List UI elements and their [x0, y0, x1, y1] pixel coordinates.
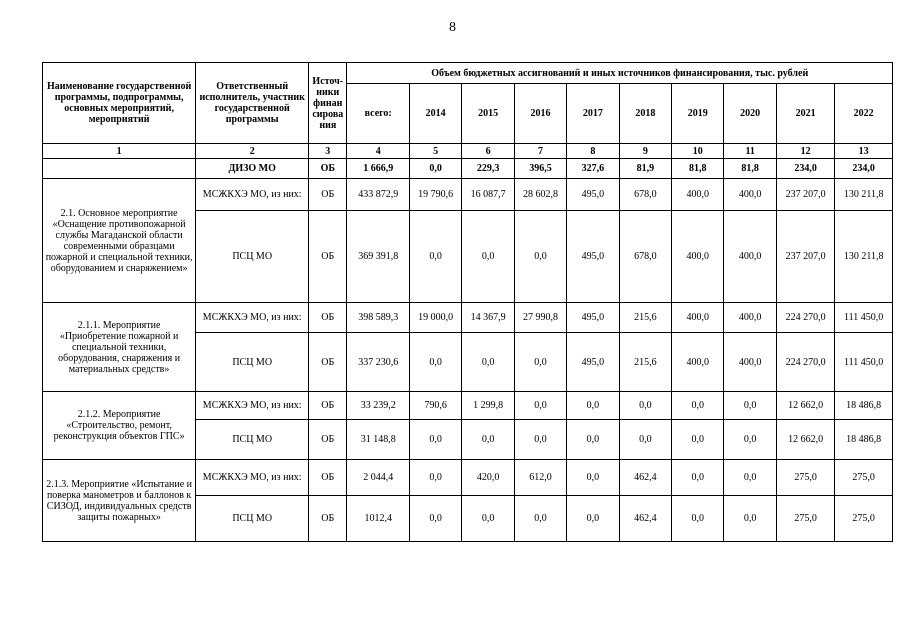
- column-number: 6: [462, 144, 514, 159]
- value-cell: 0,0: [567, 496, 619, 542]
- program-name: 2.1.3. Мероприятие «Испытание и поверка манометров и баллонов к СИЗОД, индивидуальных средств защиты пожарных»: [43, 460, 196, 542]
- value-cell: 0,0: [567, 460, 619, 496]
- value-cell: 275,0: [776, 496, 834, 542]
- value-cell: 400,0: [672, 303, 724, 333]
- column-number: 3: [309, 144, 347, 159]
- table-row: [43, 179, 893, 211]
- source-cell: ОБ: [309, 179, 347, 211]
- value-cell: 275,0: [776, 460, 834, 496]
- page-number: 8: [449, 20, 456, 35]
- value-cell: 111 450,0: [835, 333, 893, 392]
- value-cell: 0,0: [672, 420, 724, 460]
- value-cell: 2 044,4: [347, 460, 410, 496]
- value-cell: 462,4: [619, 496, 671, 542]
- header-year: 2019: [672, 84, 724, 144]
- source-cell: ОБ: [309, 211, 347, 303]
- value-cell: 111 450,0: [835, 303, 893, 333]
- value-cell: 0,0: [462, 333, 514, 392]
- value-cell: 0,0: [409, 460, 461, 496]
- responsible-cell: МСЖКХЭ МО, из них:: [196, 179, 309, 211]
- responsible-cell: ПСЦ МО: [196, 333, 309, 392]
- value-cell: 0,0: [514, 496, 566, 542]
- value-cell: 0,0: [619, 420, 671, 460]
- value-cell: 0,0: [724, 392, 776, 420]
- value-cell: 31 148,8: [347, 420, 410, 460]
- header-name: Наименование государственной программы, подпрограммы, основных мероприятий, мероприятий: [43, 63, 196, 144]
- column-number: 11: [724, 144, 776, 159]
- value-cell: 400,0: [724, 303, 776, 333]
- summary-value: 1 666,9: [347, 159, 410, 179]
- summary-source: ОБ: [309, 159, 347, 179]
- value-cell: 462,4: [619, 460, 671, 496]
- value-cell: 678,0: [619, 179, 671, 211]
- value-cell: 0,0: [462, 420, 514, 460]
- source-cell: ОБ: [309, 303, 347, 333]
- header-year: 2020: [724, 84, 776, 144]
- summary-responsible: ДИЗО МО: [196, 159, 309, 179]
- value-cell: 0,0: [409, 211, 461, 303]
- value-cell: 19 000,0: [409, 303, 461, 333]
- program-name: 2.1.1. Мероприятие «Приобретение пожарной и специальной техники, оборудования, снаряжения и материальных средств»: [43, 303, 196, 392]
- header-volume: Объем бюджетных ассигнований и иных источников финансирования, тыс. рублей: [347, 63, 893, 84]
- header-year: 2015: [462, 84, 514, 144]
- table-row: [43, 303, 893, 333]
- value-cell: 224 270,0: [776, 303, 834, 333]
- summary-row: [43, 159, 893, 179]
- summary-value: 81,8: [724, 159, 776, 179]
- source-cell: ОБ: [309, 496, 347, 542]
- value-cell: 0,0: [567, 420, 619, 460]
- budget-table: [42, 62, 893, 542]
- summary-value: 81,8: [672, 159, 724, 179]
- column-number: 10: [672, 144, 724, 159]
- column-number: 9: [619, 144, 671, 159]
- value-cell: 12 662,0: [776, 420, 834, 460]
- source-cell: ОБ: [309, 392, 347, 420]
- value-cell: 0,0: [462, 496, 514, 542]
- source-cell: ОБ: [309, 420, 347, 460]
- table-row: [43, 460, 893, 496]
- summary-value: 0,0: [409, 159, 461, 179]
- header-year: 2018: [619, 84, 671, 144]
- value-cell: 0,0: [514, 392, 566, 420]
- header-responsible: Ответственный исполнитель, участник государственной программы: [196, 63, 309, 144]
- column-number: 7: [514, 144, 566, 159]
- value-cell: 14 367,9: [462, 303, 514, 333]
- value-cell: 337 230,6: [347, 333, 410, 392]
- value-cell: 0,0: [672, 392, 724, 420]
- value-cell: 19 790,6: [409, 179, 461, 211]
- value-cell: 495,0: [567, 179, 619, 211]
- value-cell: 0,0: [409, 496, 461, 542]
- summary-value: 234,0: [835, 159, 893, 179]
- value-cell: 224 270,0: [776, 333, 834, 392]
- value-cell: 0,0: [567, 392, 619, 420]
- summary-name-cell: [43, 159, 196, 179]
- value-cell: 0,0: [724, 496, 776, 542]
- summary-value: 81,9: [619, 159, 671, 179]
- column-number: 2: [196, 144, 309, 159]
- column-number: 12: [776, 144, 834, 159]
- value-cell: 237 207,0: [776, 179, 834, 211]
- column-number: 8: [567, 144, 619, 159]
- value-cell: 0,0: [514, 211, 566, 303]
- header-year: 2022: [835, 84, 893, 144]
- value-cell: 0,0: [672, 460, 724, 496]
- value-cell: 433 872,9: [347, 179, 410, 211]
- value-cell: 275,0: [835, 460, 893, 496]
- value-cell: 398 589,3: [347, 303, 410, 333]
- value-cell: 400,0: [724, 211, 776, 303]
- value-cell: 16 087,7: [462, 179, 514, 211]
- summary-value: 229,3: [462, 159, 514, 179]
- value-cell: 0,0: [724, 460, 776, 496]
- value-cell: 0,0: [514, 333, 566, 392]
- value-cell: 420,0: [462, 460, 514, 496]
- value-cell: 33 239,2: [347, 392, 410, 420]
- value-cell: 275,0: [835, 496, 893, 542]
- responsible-cell: МСЖКХЭ МО, из них:: [196, 460, 309, 496]
- header-source: Источ-ники финан сирова ния: [309, 63, 347, 144]
- value-cell: 400,0: [672, 333, 724, 392]
- value-cell: 130 211,8: [835, 179, 893, 211]
- value-cell: 495,0: [567, 303, 619, 333]
- value-cell: 237 207,0: [776, 211, 834, 303]
- header-year: 2021: [776, 84, 834, 144]
- responsible-cell: МСЖКХЭ МО, из них:: [196, 392, 309, 420]
- summary-value: 327,6: [567, 159, 619, 179]
- column-number: 13: [835, 144, 893, 159]
- header-year: 2014: [409, 84, 461, 144]
- value-cell: 612,0: [514, 460, 566, 496]
- value-cell: 495,0: [567, 211, 619, 303]
- source-cell: ОБ: [309, 333, 347, 392]
- value-cell: 369 391,8: [347, 211, 410, 303]
- value-cell: 0,0: [462, 211, 514, 303]
- responsible-cell: ПСЦ МО: [196, 420, 309, 460]
- header-year: 2017: [567, 84, 619, 144]
- column-number: 5: [409, 144, 461, 159]
- value-cell: 495,0: [567, 333, 619, 392]
- header-total: всего:: [347, 84, 410, 144]
- value-cell: 400,0: [672, 179, 724, 211]
- value-cell: 400,0: [724, 179, 776, 211]
- value-cell: 27 990,8: [514, 303, 566, 333]
- value-cell: 12 662,0: [776, 392, 834, 420]
- summary-value: 396,5: [514, 159, 566, 179]
- value-cell: 0,0: [619, 392, 671, 420]
- value-cell: 215,6: [619, 303, 671, 333]
- value-cell: 678,0: [619, 211, 671, 303]
- header-year: 2016: [514, 84, 566, 144]
- value-cell: 215,6: [619, 333, 671, 392]
- table-row: [43, 392, 893, 420]
- value-cell: 400,0: [724, 333, 776, 392]
- program-name: 2.1. Основное мероприятие «Оснащение противопожарной службы Магаданской области современными образцами пожарной и специальной техники, оборудованием и снаряжением»: [43, 179, 196, 303]
- value-cell: 18 486,8: [835, 420, 893, 460]
- column-number: 4: [347, 144, 410, 159]
- column-number: 1: [43, 144, 196, 159]
- value-cell: 1 299,8: [462, 392, 514, 420]
- value-cell: 130 211,8: [835, 211, 893, 303]
- responsible-cell: ПСЦ МО: [196, 496, 309, 542]
- summary-value: 234,0: [776, 159, 834, 179]
- responsible-cell: МСЖКХЭ МО, из них:: [196, 303, 309, 333]
- value-cell: 1012,4: [347, 496, 410, 542]
- responsible-cell: ПСЦ МО: [196, 211, 309, 303]
- source-cell: ОБ: [309, 460, 347, 496]
- value-cell: 790,6: [409, 392, 461, 420]
- value-cell: 0,0: [514, 420, 566, 460]
- program-name: 2.1.2. Мероприятие «Строительство, ремонт, реконструкция объектов ГПС»: [43, 392, 196, 460]
- value-cell: 0,0: [724, 420, 776, 460]
- value-cell: 0,0: [409, 333, 461, 392]
- value-cell: 0,0: [672, 496, 724, 542]
- value-cell: 18 486,8: [835, 392, 893, 420]
- column-number-row: [43, 144, 893, 159]
- value-cell: 0,0: [409, 420, 461, 460]
- value-cell: 28 602,8: [514, 179, 566, 211]
- value-cell: 400,0: [672, 211, 724, 303]
